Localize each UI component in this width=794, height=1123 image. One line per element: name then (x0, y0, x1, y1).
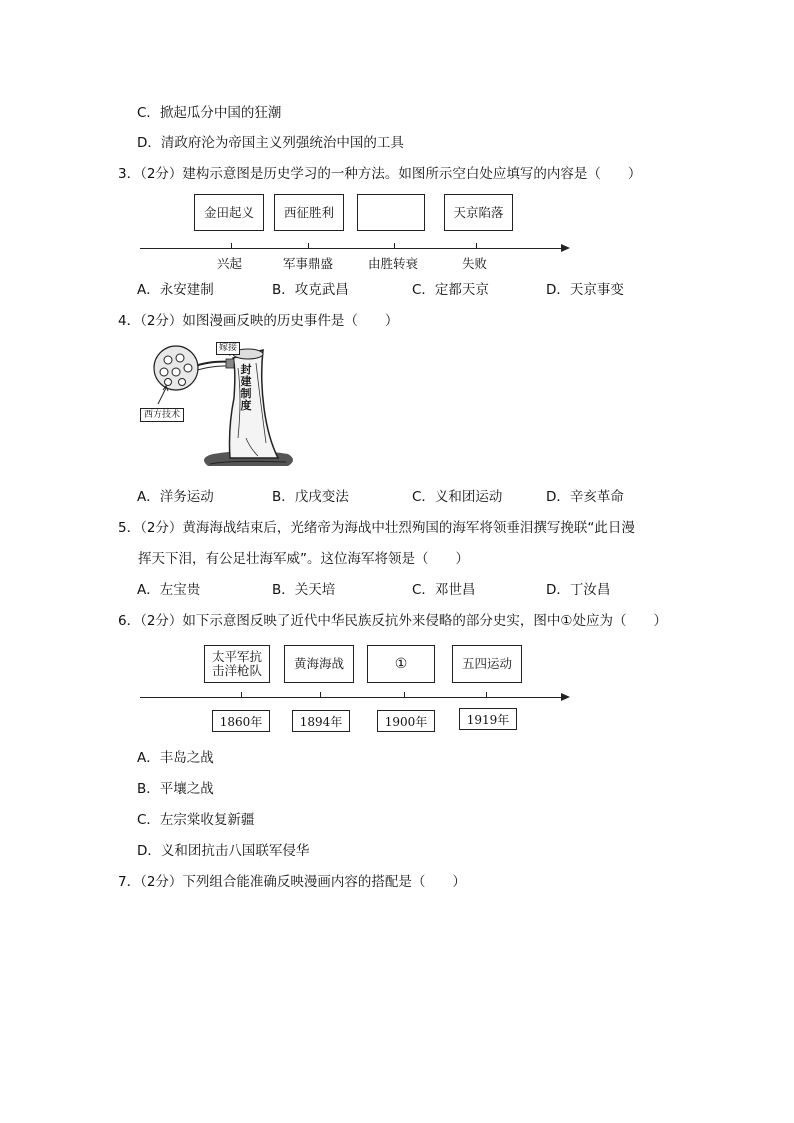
q3-option-c: C．定都天京 (412, 282, 489, 298)
q6-event-4: 五四运动 (452, 645, 522, 683)
q6-event-2: 黄海海战 (284, 645, 354, 683)
q3-tick (308, 243, 309, 248)
q5-option-d: D．丁汝昌 (546, 582, 611, 598)
q3-box-1: 金田起义 (194, 194, 264, 231)
q6-event-1: 太平军抗击洋枪队 (204, 645, 270, 683)
q5-option-c: C．邓世昌 (412, 582, 476, 598)
q6-year-2: 1894年 (292, 710, 350, 732)
q6-option-d: D．义和团抗击八国联军侵华 (137, 843, 310, 859)
graft-label: 嫁接 (216, 342, 240, 355)
q6-year-3: 1900年 (377, 710, 435, 732)
q3-stage-2: 军事鼎盛 (283, 256, 334, 271)
trunk-label: 封建制度 (240, 363, 252, 412)
q7-stem: 7．（2分）下列组合能准确反映漫画内容的搭配是（ ） (118, 874, 466, 890)
option-d-prev: D．清政府沦为帝国主义列强统治中国的工具 (137, 135, 404, 151)
q6-axis-arrow-icon (561, 693, 570, 701)
q4-cartoon (138, 338, 298, 473)
q6-year-4: 1919年 (459, 708, 517, 730)
q3-stage-3: 由胜转衰 (368, 256, 419, 271)
q3-box-blank (357, 194, 425, 231)
q3-stage-4: 失败 (462, 256, 488, 271)
q4-option-b: B．戊戌变法 (272, 489, 349, 505)
q6-year-1: 1860年 (212, 710, 270, 732)
q6-tick (320, 692, 321, 697)
q6-option-a: A．丰岛之战 (137, 750, 214, 766)
q3-stage-1: 兴起 (217, 256, 243, 271)
q3-box-2: 西征胜利 (274, 194, 344, 231)
q4-stem: 4．（2分）如图漫画反映的历史事件是（ ） (118, 313, 399, 329)
q5-option-a: A．左宝贵 (137, 582, 201, 598)
q4-option-d: D．辛亥革命 (546, 489, 624, 505)
q5-option-b: B．关天培 (272, 582, 336, 598)
q6-option-b: B．平壤之战 (137, 781, 214, 797)
q6-option-c: C．左宗棠收复新疆 (137, 812, 255, 828)
q3-option-b: B．攻克武昌 (272, 282, 349, 298)
q6-tick (486, 692, 487, 697)
q3-tick (231, 243, 232, 248)
q5-stem-line2: 挥天下泪，有公足壮海军威”。这位海军将领是（ ） (138, 551, 469, 567)
grafted-tree-cartoon (138, 338, 298, 473)
q3-option-d: D．天京事变 (546, 282, 624, 298)
q6-event-blank: ① (367, 645, 435, 683)
q3-tick (394, 243, 395, 248)
q3-axis (140, 248, 562, 249)
tech-label: 西方技术 (140, 408, 184, 422)
q4-option-a: A．洋务运动 (137, 489, 214, 505)
option-c-prev: C．掀起瓜分中国的狂潮 (137, 105, 282, 121)
q6-tick (241, 692, 242, 697)
q3-tick (476, 243, 477, 248)
q6-tick (404, 692, 405, 697)
q6-stem: 6．（2分）如下示意图反映了近代中华民族反抗外来侵略的部分史实，图中①处应为（ ） (118, 613, 668, 629)
q5-stem-line1: 5．（2分）黄海海战结束后，光绪帝为海战中壮烈殉国的海军将领垂泪撰写挽联“此日漫 (118, 520, 635, 536)
q3-option-a: A．永安建制 (137, 282, 214, 298)
q4-option-c: C．义和团运动 (412, 489, 503, 505)
q3-box-4: 天京陷落 (444, 194, 513, 231)
q3-stem: 3．（2分）建构示意图是历史学习的一种方法。如图所示空白处应填写的内容是（ ） (118, 166, 642, 182)
q3-axis-arrow-icon (561, 244, 570, 252)
q6-axis (140, 697, 562, 698)
